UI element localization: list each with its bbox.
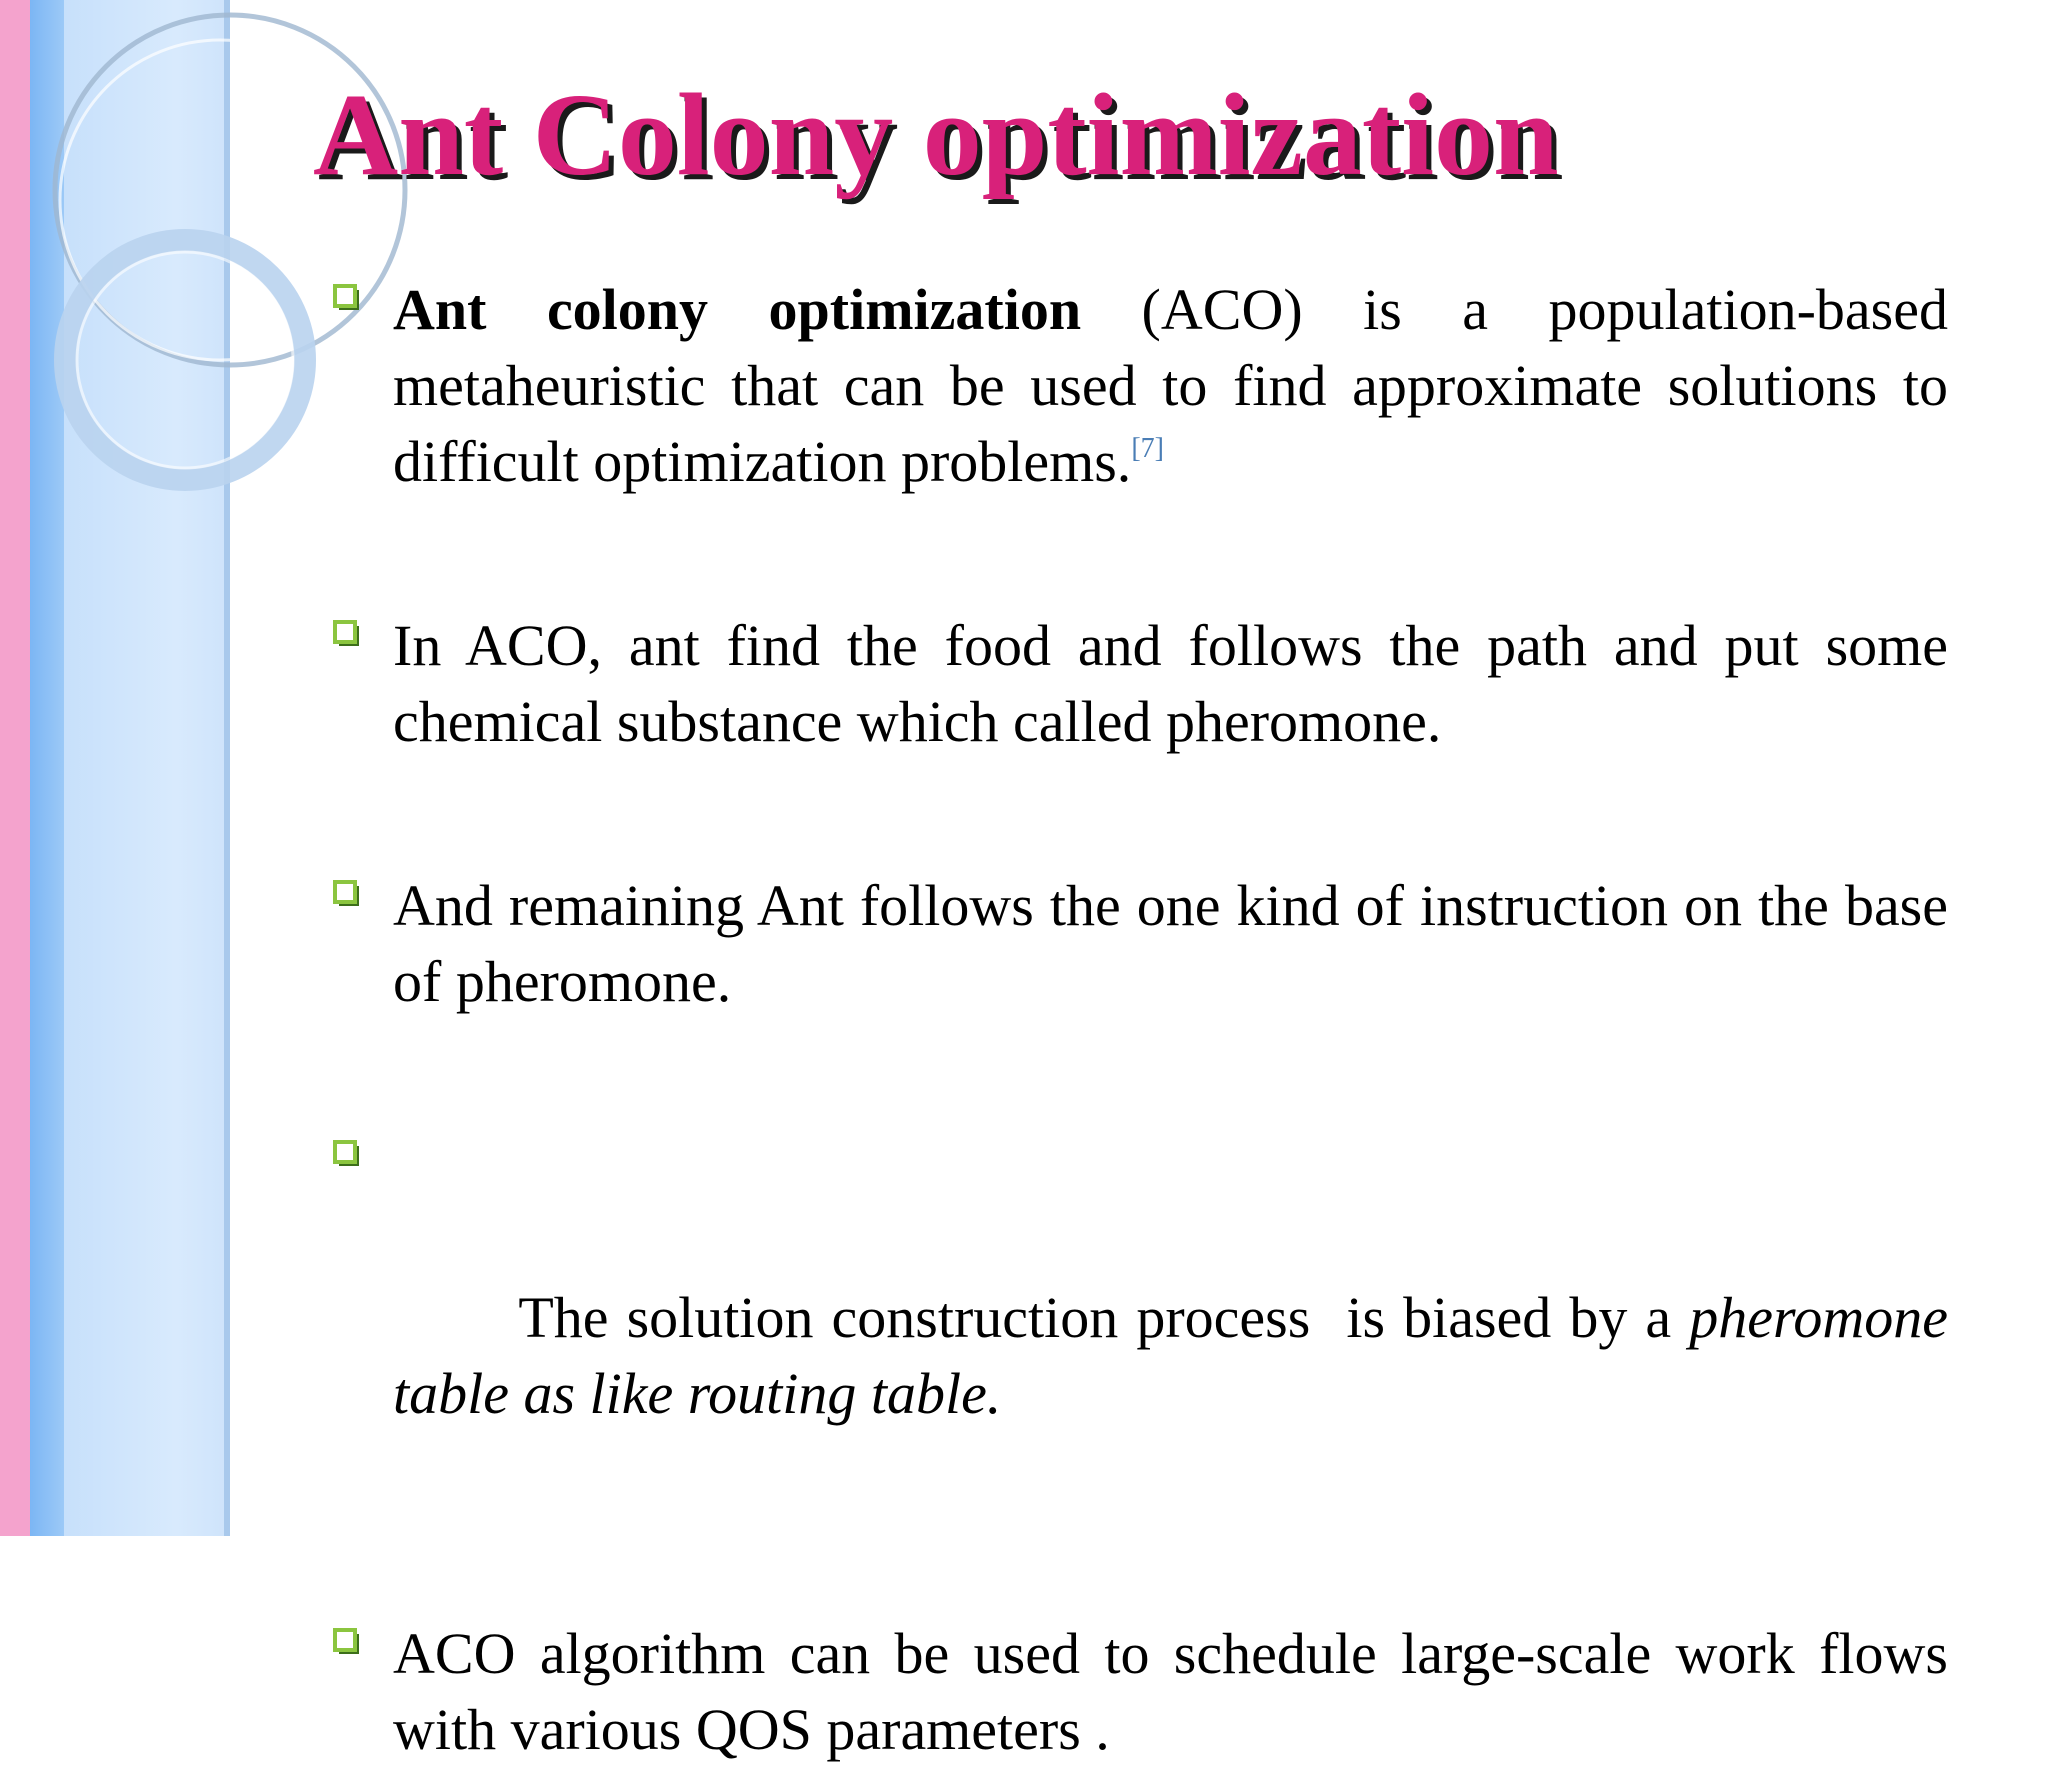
bullet-text: In ACO, ant find the food and follows the path and put some chemical substance which called pheromone. (393, 613, 1948, 754)
hollow-square-bullet-icon (333, 620, 361, 648)
decorative-rings (0, 0, 232, 520)
slide-title: Ant Colony optimization (313, 69, 1559, 200)
bullet-text: ACO algorithm can be used to schedule large-scale work flows with various QOS parameters . (393, 1621, 1948, 1762)
bullet-item-scheduling (333, 1616, 1948, 1768)
hollow-square-bullet-icon (333, 880, 361, 908)
bullet-text: (ACO) is a population-based metaheuristic that can be used to find approximate solutions to difficult optimization problems. (393, 277, 1948, 494)
bullet-item-remaining-ants (333, 868, 1948, 1020)
bullet-text: And remaining Ant follows the one kind of instruction on the base of pheromone. (393, 873, 1948, 1014)
hollow-square-bullet-icon (333, 1140, 361, 1168)
citation-ref[interactable]: [7] (1131, 433, 1164, 464)
aco-term: Ant colony optimization (393, 277, 1082, 342)
bullet-emphasis: pheromone table as like routing table. (393, 1285, 1963, 1426)
hollow-square-bullet-icon (333, 1628, 361, 1656)
bullet-item-pheromone (333, 608, 1948, 760)
bullet-text: The solution construction process is biased by a (501, 1285, 1690, 1350)
bullet-list (333, 272, 1963, 1768)
bullet-item-aco-definition (333, 272, 1948, 500)
hollow-square-bullet-icon (333, 284, 361, 312)
bullet-item-solution-construction (333, 1128, 1963, 1508)
